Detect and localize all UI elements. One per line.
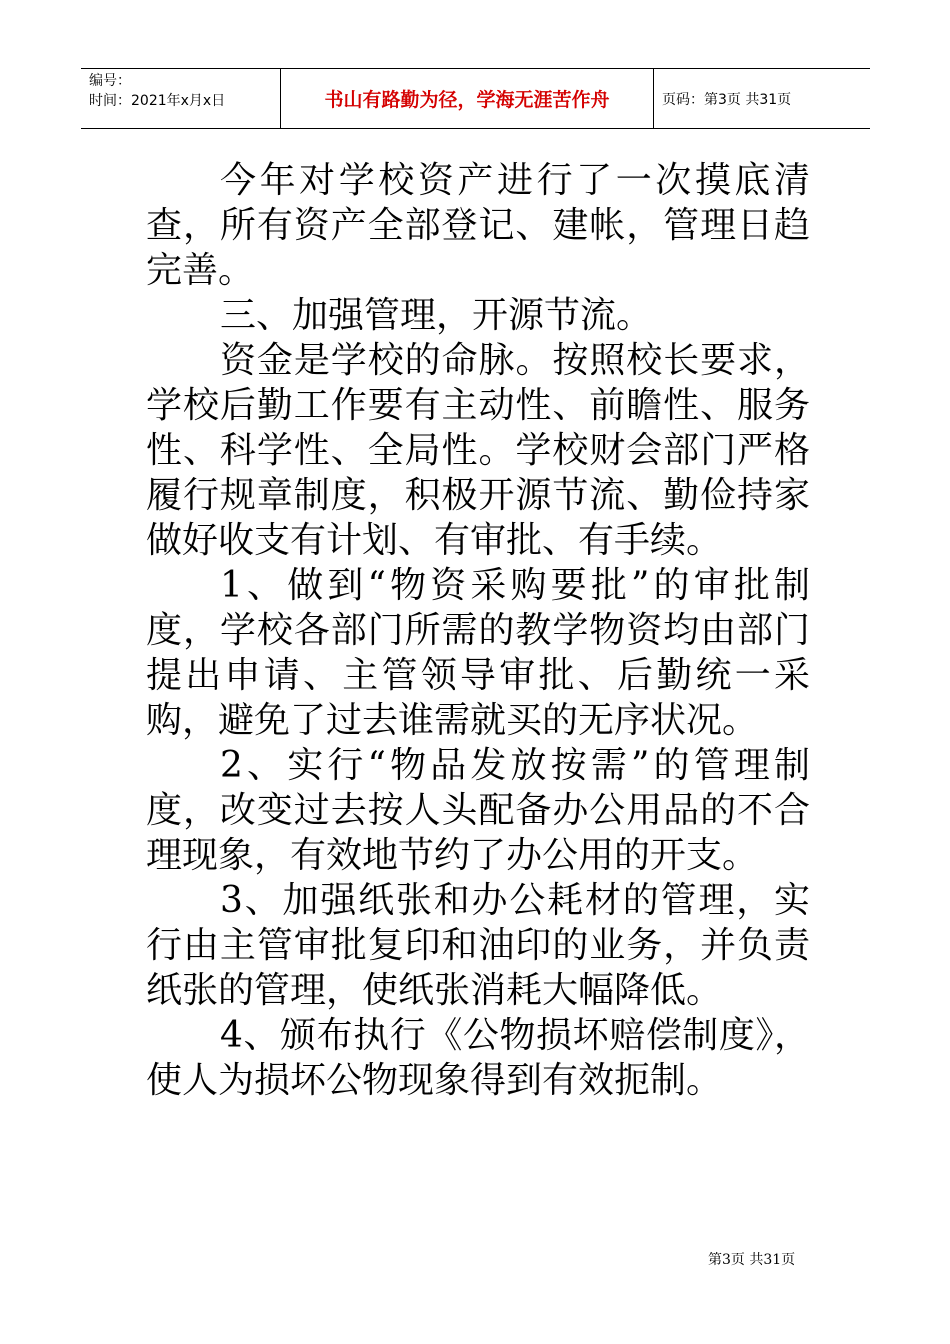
section-heading: 三、加强管理，开源节流。 xyxy=(220,295,653,336)
header-meta xyxy=(81,69,281,128)
document-body xyxy=(146,158,810,1103)
document-date: 时间：2021年x月x日 xyxy=(89,93,226,109)
paragraph: 资金是学校的命脉。按照校长要求，学校后勤工作要有主动性、前瞻性、服务性、科学性、全局性。学校财会部门严格履行规章制度，积极开源节流、勤俭持家做好收支有计划、有审批、有手续。 xyxy=(146,340,810,561)
list-item: 2、实行“物品发放按需”的管理制度，改变过去按人头配备办公用品的不合理现象，有效地节约了办公用的开支。 xyxy=(146,745,810,876)
list-item: 4、颁布执行《公物损坏赔偿制度》，使人为损坏公物现象得到有效扼制。 xyxy=(146,1015,810,1101)
header-motto: 书山有路勤为径，学海无涯苦作舟 xyxy=(281,69,654,128)
page-header xyxy=(81,68,870,129)
paragraph: 今年对学校资产进行了一次摸底清查，所有资产全部登记、建帐，管理日趋完善。 xyxy=(146,160,810,291)
page-footer: 第3页 共31页 xyxy=(708,1252,796,1268)
header-page-info: 页码：第3页 共31页 xyxy=(662,91,792,108)
document-number-label: 编号： xyxy=(89,73,131,89)
list-item: 3、加强纸张和办公耗材的管理，实行由主管审批复印和油印的业务，并负责纸张的管理，使纸张消耗大幅降低。 xyxy=(146,880,810,1011)
list-item: 1、做到“物资采购要批”的审批制度，学校各部门所需的教学物资均由部门提出申请、主管领导审批、后勤统一采购，避免了过去谁需就买的无序状况。 xyxy=(146,565,810,741)
